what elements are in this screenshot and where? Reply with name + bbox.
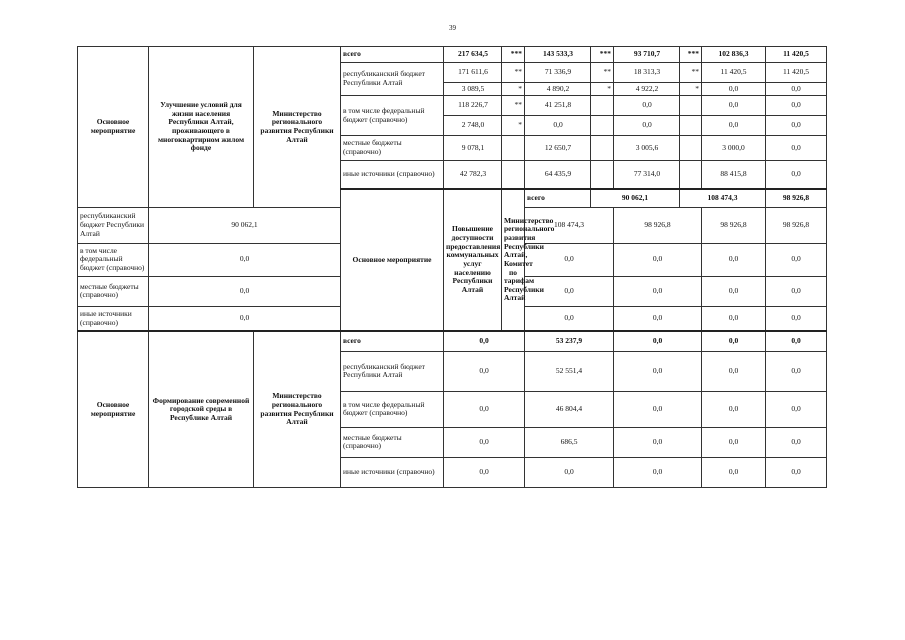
source-label: иные источники (справочно) [341,457,444,487]
budget-table [77,46,827,488]
activity-executor: Министерство регионального развития Республики Алтай, Комитет по тарифам Республики Алтай [502,189,525,332]
federal-value: 0,0 [766,116,827,136]
total-value: 53 237,9 [525,331,614,351]
source-value: 0,0 [702,306,766,331]
total-value: 98 926,8 [766,189,827,208]
source-value: 0,0 [444,457,525,487]
total-value: 217 634,5 [444,47,502,63]
source-value: 52 551,4 [525,351,614,391]
source-label: в том числе федеральный бюджет (справочно) [341,96,444,136]
republic-value: 3 089,5 [444,83,502,96]
source-value: 0,0 [149,306,341,331]
page-number: 39 [449,24,456,32]
source-label: иные источники (справочно) [341,161,444,189]
republic-value: 4 922,2 [614,83,680,96]
total-value: 0,0 [614,331,702,351]
source-value: 0,0 [444,351,525,391]
source-label: республиканский бюджет Республики Алтай [78,207,149,243]
total-value: 0,0 [766,331,827,351]
local-value: 9 078,1 [444,136,502,161]
source-value: 0,0 [614,457,702,487]
source-value: 0,0 [614,427,702,457]
source-value: 98 926,8 [702,207,766,243]
source-value: 0,0 [766,306,827,331]
total-value: 0,0 [444,331,525,351]
republic-mark: * [591,83,614,96]
total-value: 102 836,3 [702,47,766,63]
source-value: 46 804,4 [525,391,614,427]
activity-executor: Министерство регионального развития Республики Алтай [254,331,341,487]
total-value: 143 533,3 [525,47,591,63]
activity-name: Формирование современной городской среды в Республике Алтай [149,331,254,487]
source-value: 0,0 [766,457,827,487]
total-value: 108 474,3 [680,189,766,208]
table-row [78,331,827,351]
activity-name: Улучшение условий для жизни населения Республики Алтай, проживающего в многоквартирном жилом фонде [149,47,254,208]
source-value: 0,0 [525,306,614,331]
total-mark: *** [680,47,702,63]
source-value: 0,0 [444,427,525,457]
federal-value: 118 226,7 [444,96,502,116]
activity-type: Основное мероприятие [341,189,444,332]
source-value: 0,0 [525,276,614,306]
source-value: 108 474,3 [525,207,614,243]
source-value: 0,0 [766,391,827,427]
federal-value: 0,0 [614,96,680,116]
local-mark [680,136,702,161]
source-value: 0,0 [702,351,766,391]
republic-mark: ** [502,63,525,83]
source-value: 0,0 [525,243,614,276]
federal-mark [591,116,614,136]
source-value: 0,0 [702,427,766,457]
federal-value: 41 251,8 [525,96,591,116]
local-value: 12 650,7 [525,136,591,161]
source-value: 0,0 [149,276,341,306]
other-value: 77 314,0 [614,161,680,189]
federal-mark [680,96,702,116]
activity-type: Основное мероприятие [78,331,149,487]
republic-value: 71 336,9 [525,63,591,83]
source-value: 0,0 [766,276,827,306]
other-value: 42 782,3 [444,161,502,189]
source-value: 98 926,8 [614,207,702,243]
source-value: 0,0 [766,427,827,457]
federal-value: 0,0 [614,116,680,136]
local-mark [591,136,614,161]
federal-value: 2 748,0 [444,116,502,136]
budget-table-body [78,47,827,488]
total-value: 90 062,1 [591,189,680,208]
source-label: местные бюджеты (справочно) [341,136,444,161]
republic-value: 4 890,2 [525,83,591,96]
republic-value: 11 420,5 [766,63,827,83]
republic-value: 0,0 [702,83,766,96]
source-value: 0,0 [444,391,525,427]
other-mark [591,161,614,189]
federal-value: 0,0 [702,96,766,116]
source-value: 0,0 [149,243,341,276]
source-value: 0,0 [614,243,702,276]
source-value: 0,0 [702,391,766,427]
other-mark [502,161,525,189]
local-value: 0,0 [766,136,827,161]
federal-value: 0,0 [702,116,766,136]
source-label: республиканский бюджет Республики Алтай [341,351,444,391]
source-value: 686,5 [525,427,614,457]
federal-mark: ** [502,96,525,116]
source-value: 0,0 [702,276,766,306]
source-value: 0,0 [766,243,827,276]
other-mark [680,161,702,189]
total-value: 11 420,5 [766,47,827,63]
source-value: 0,0 [614,276,702,306]
source-value: 0,0 [525,457,614,487]
republic-value: 11 420,5 [702,63,766,83]
other-value: 88 415,8 [702,161,766,189]
source-label: в том числе федеральный бюджет (справочно) [78,243,149,276]
source-value: 0,0 [614,391,702,427]
source-value: 0,0 [702,457,766,487]
republic-value: 171 611,6 [444,63,502,83]
source-label: местные бюджеты (справочно) [78,276,149,306]
activity-executor: Министерство регионального развития Республики Алтай [254,47,341,208]
other-value: 64 435,9 [525,161,591,189]
activity-name: Повышение доступности предоставления коммунальных услуг населению Республики Алтай [444,189,502,332]
source-label: всего [341,47,444,63]
total-mark: *** [502,47,525,63]
federal-mark [591,96,614,116]
republic-mark: * [502,83,525,96]
other-value: 0,0 [766,161,827,189]
local-mark [502,136,525,161]
republic-mark: ** [591,63,614,83]
source-value: 0,0 [614,306,702,331]
source-label: всего [341,331,444,351]
source-label: республиканский бюджет Республики Алтай [341,63,444,96]
republic-value: 18 313,3 [614,63,680,83]
federal-mark [680,116,702,136]
local-value: 3 000,0 [702,136,766,161]
total-value: 0,0 [702,331,766,351]
total-mark: *** [591,47,614,63]
source-value: 0,0 [614,351,702,391]
federal-value: 0,0 [766,96,827,116]
republic-mark: ** [680,63,702,83]
federal-mark: * [502,116,525,136]
source-value: 90 062,1 [149,207,341,243]
source-label: местные бюджеты (справочно) [341,427,444,457]
republic-mark: * [680,83,702,96]
source-label: в том числе федеральный бюджет (справочно) [341,391,444,427]
local-value: 3 005,6 [614,136,680,161]
source-value: 0,0 [766,351,827,391]
source-label: иные источники (справочно) [78,306,149,331]
source-label: всего [525,189,591,208]
republic-value: 0,0 [766,83,827,96]
source-value: 0,0 [702,243,766,276]
total-value: 93 710,7 [614,47,680,63]
activity-type: Основное мероприятие [78,47,149,208]
federal-value: 0,0 [525,116,591,136]
table-row [78,47,827,63]
source-value: 98 926,8 [766,207,827,243]
